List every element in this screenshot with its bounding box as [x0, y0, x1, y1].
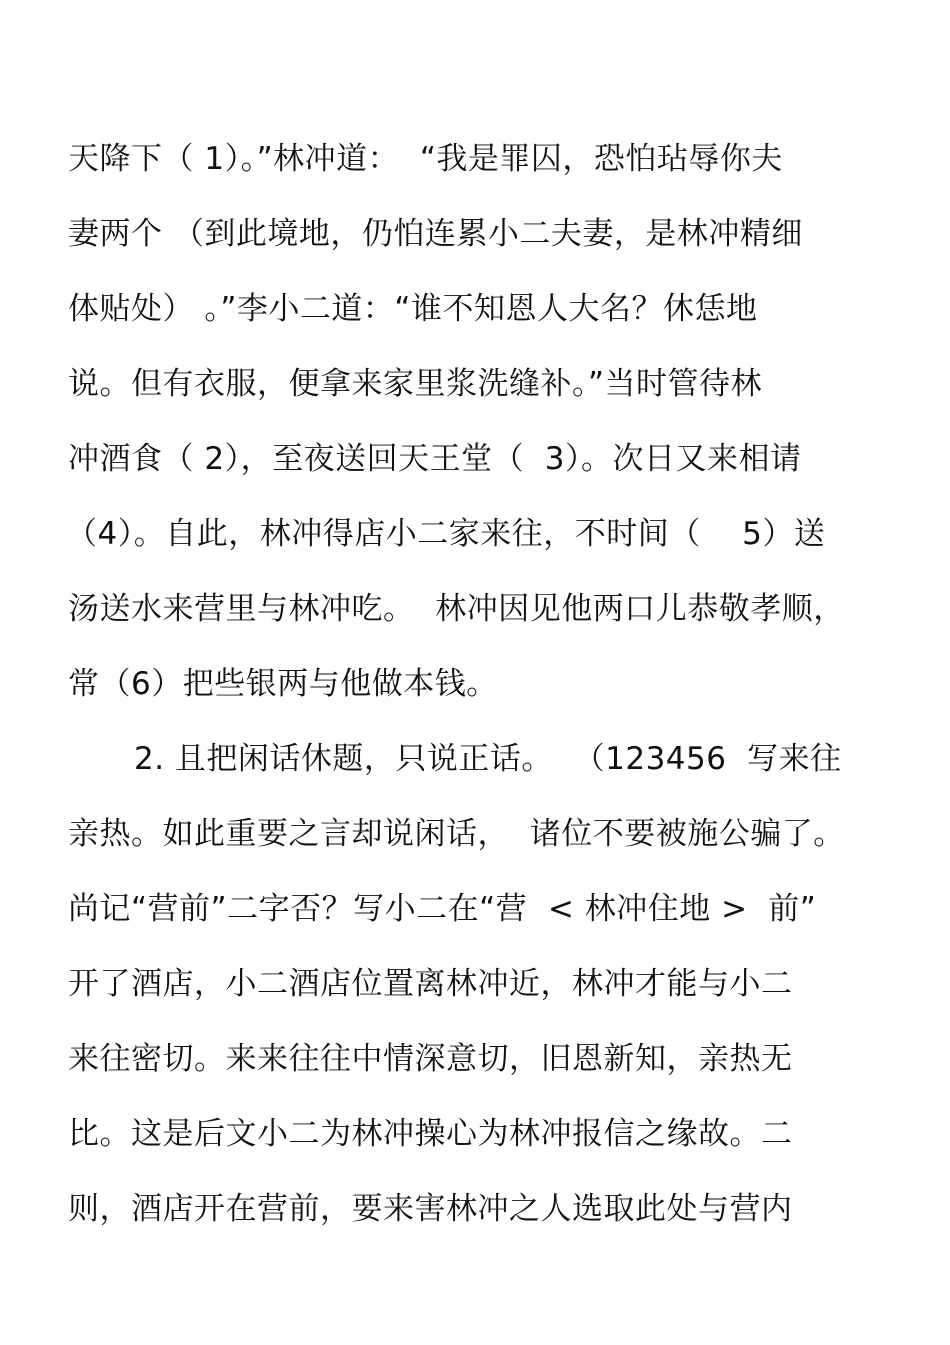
text-line-4: 说。但有衣服，便拿来家里浆洗缝补。”当时管待林 [68, 366, 763, 402]
text-line-14: 比。这是后文小二为林冲操心为林冲报信之缘故。二 [68, 1116, 793, 1152]
text-line-13: 来往密切。来来往往中情深意切，旧恩新知，亲热无 [68, 1041, 793, 1077]
text-line-15: 则，酒店开在营前，要来害林冲之人选取此处与营内 [68, 1191, 793, 1227]
text-line-12: 开了酒店，小二酒店位置离林冲近，林冲才能与小二 [68, 966, 793, 1002]
text-line-8: 常（6）把些银两与他做本钱。 [68, 666, 498, 702]
text-line-1: 天降下（ 1）。”林冲道： “我是罪囚，恐怕玷辱你夫 [68, 141, 783, 177]
text-line-2: 妻两个 （到此境地，仍怕连累小二夫妻，是林冲精细 [68, 216, 803, 252]
text-line-3: 体贴处） 。”李小二道：“谁不知恩人大名？休恁地 [68, 291, 758, 327]
text-line-7: 汤送水来营里与林冲吃。 林冲因见他两口儿恭敬孝顺， [68, 591, 845, 627]
text-line-11: 尚记“营前”二字否？写小二在“营 < 林冲住地 > 前” [68, 891, 817, 927]
text-line-10: 亲热。如此重要之言却说闲话， 诸位不要被施公骗了。 [68, 816, 845, 852]
text-line-6: （4）。自此，林冲得店小二家来往，不时间（ 5）送 [66, 516, 826, 552]
text-line-5: 冲酒食（ 2），至夜送回天王堂（ 3）。次日又来相请 [68, 441, 802, 477]
text-line-9: 2. 且把闲话休题，只说正话。 （123456 写来往 [134, 741, 842, 777]
